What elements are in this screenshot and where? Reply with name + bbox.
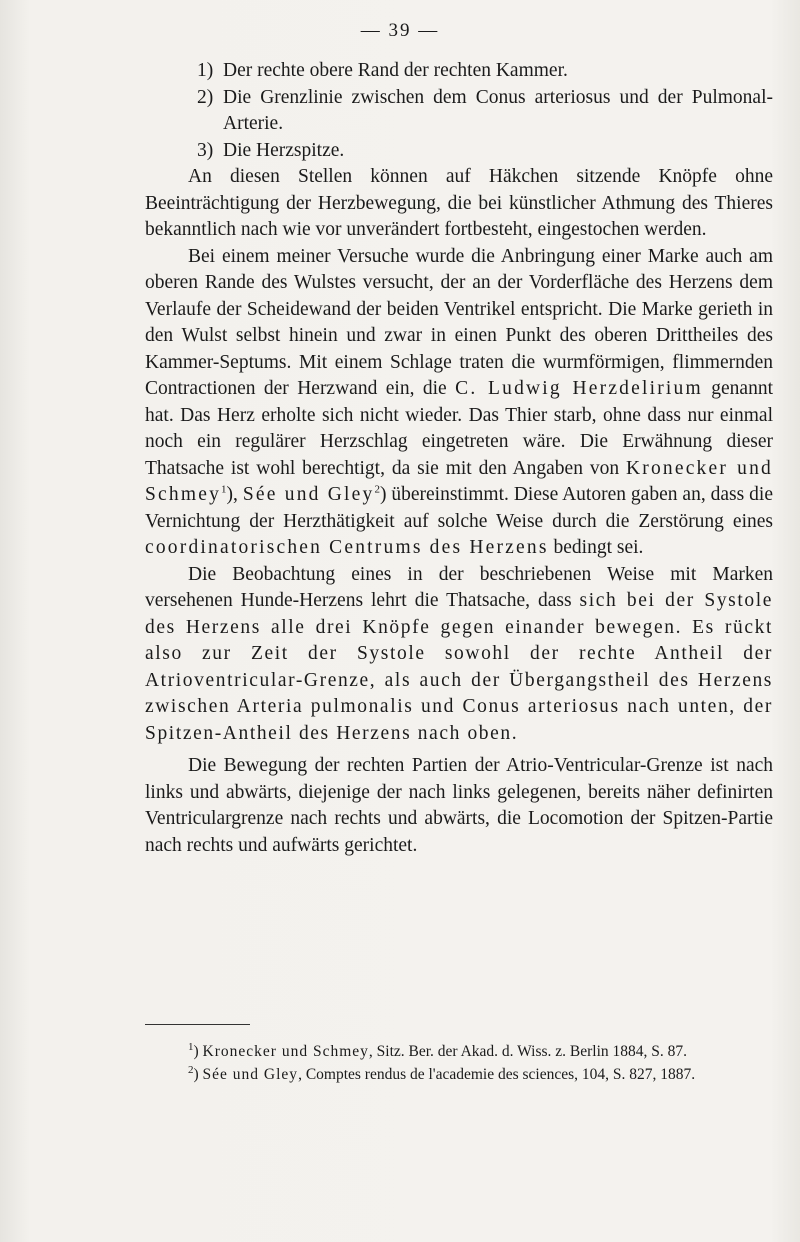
list-number: 1) [197, 60, 214, 81]
text-run: ) übereinstimmt. Diese Autoren gaben an, dass die Vernichtung der Herzthätigkeit auf solche Weise durch die Zerstörung eines [145, 484, 773, 532]
footnote-author: Kronecker und Schmey [202, 1043, 369, 1060]
footnote-author: Sée und Gley [202, 1066, 299, 1083]
list-item [145, 85, 773, 138]
list-item [145, 58, 773, 85]
paragraph: Die Bewegung der rechten Partien der Atrio-Ventricular-Grenze ist nach links und abwärts, diejenige der nach links gelegenen, bereits näher definirten Ventriculargrenze nach rechts und abwärts, die Locomotion der Spitzen-Partie nach rechts und aufwärts gerichtet. [145, 755, 773, 856]
footnotes [145, 1040, 773, 1086]
footnote-ref: 2 [374, 483, 380, 496]
paragraph: An diesen Stellen können auf Häkchen sitzende Knöpfe ohne Beeinträchtigung der Herzbewegung, die bei künstlicher Athmung des Thieres bekanntlich nach wie vor unverändert fortbesteht, eingestochen werden. [145, 166, 773, 240]
page-number: — 39 — [360, 20, 440, 41]
footnote-ref: 1 [221, 483, 227, 496]
list-text: Die Grenzlinie zwischen dem Conus arteriosus und der Pulmonal-Arterie. [223, 86, 773, 134]
paragraph [145, 244, 773, 562]
spaced-name: C. Ludwig Herzdelirium [455, 378, 703, 399]
spaced-phrase: sich bei der Systole des Herzens alle drei Knöpfe gegen einander bewegen. Es rückt also zur Zeit der Systole sowohl der rechte Antheil der Atrioventricular-Grenze, als auch der Übergangstheil des Herzens zwischen Arteria pulmonalis und Conus arteriosus nach unten, der Spitzen-Antheil des Herzens nach oben. [145, 590, 773, 744]
footnote-mark: 2 [188, 1063, 194, 1076]
spaced-name: Sée und Gley [242, 484, 375, 505]
list-text: Die Herzspitze. [223, 139, 345, 161]
footnote: $^1$) Kronecker und Schmey, Sitz. Ber. der Akad. d. Wiss. z. Berlin 1884, S. 87. [188, 1040, 688, 1060]
list-text: Der rechte obere Rand der rechten Kammer. [223, 60, 568, 81]
list-item [145, 138, 773, 165]
footnote-mark: 1 [188, 1040, 194, 1053]
footnote-divider [145, 1024, 250, 1025]
text-run: genannt hat. Das Herz erholte sich nicht wieder. Das Thier starb, ohne dass nur einmal noch ein regulärer Herzschlag eingetreten wäre. Die Erwähnung dieser Thatsache ist wohl berechtigt, da sie mit den Angaben von [145, 378, 773, 479]
text-run: bedingt sei. [548, 537, 644, 558]
text-run: Die Beobachtung eines in der beschriebenen Weise mit Marken versehenen Hunde-Herzens lehrt die Thatsache, dass [145, 563, 773, 611]
list-number: 2) [197, 86, 214, 108]
footnote-text: , Comptes rendus de l'academie des sciences, 104, S. 827, 1887. [298, 1066, 696, 1083]
spaced-phrase: coordinatorischen Centrums des Herzens [145, 537, 549, 558]
footnote-text: , Sitz. Ber. der Akad. d. Wiss. z. Berlin 1884, S. 87. [368, 1043, 688, 1060]
footnote: $^2$) Sée und Gley, Comptes rendus de l'academie des sciences, 104, S. 827, 1887. [188, 1063, 696, 1083]
main-text [145, 58, 773, 859]
text-run: ), [226, 484, 243, 505]
spaced-name: Kronecker und Schmey [145, 457, 773, 505]
paragraph [145, 562, 773, 748]
text-run: Bei einem meiner Versuche wurde die Anbringung einer Marke auch am oberen Rande des Wulstes versucht, der an der Vorderfläche des Herzens dem Verlaufe der Scheidewand der beiden Ventrikel entspricht. Die Marke gerieth in den Wulst selbst hinein und zwar in einen Punkt des oberen Drittheiles des Kammer-Septums. Mit einem Schlage traten die wurmförmigen, flimmernden Contractionen der Herzwand ein, die [145, 245, 773, 399]
list-number: 3) [197, 139, 214, 161]
